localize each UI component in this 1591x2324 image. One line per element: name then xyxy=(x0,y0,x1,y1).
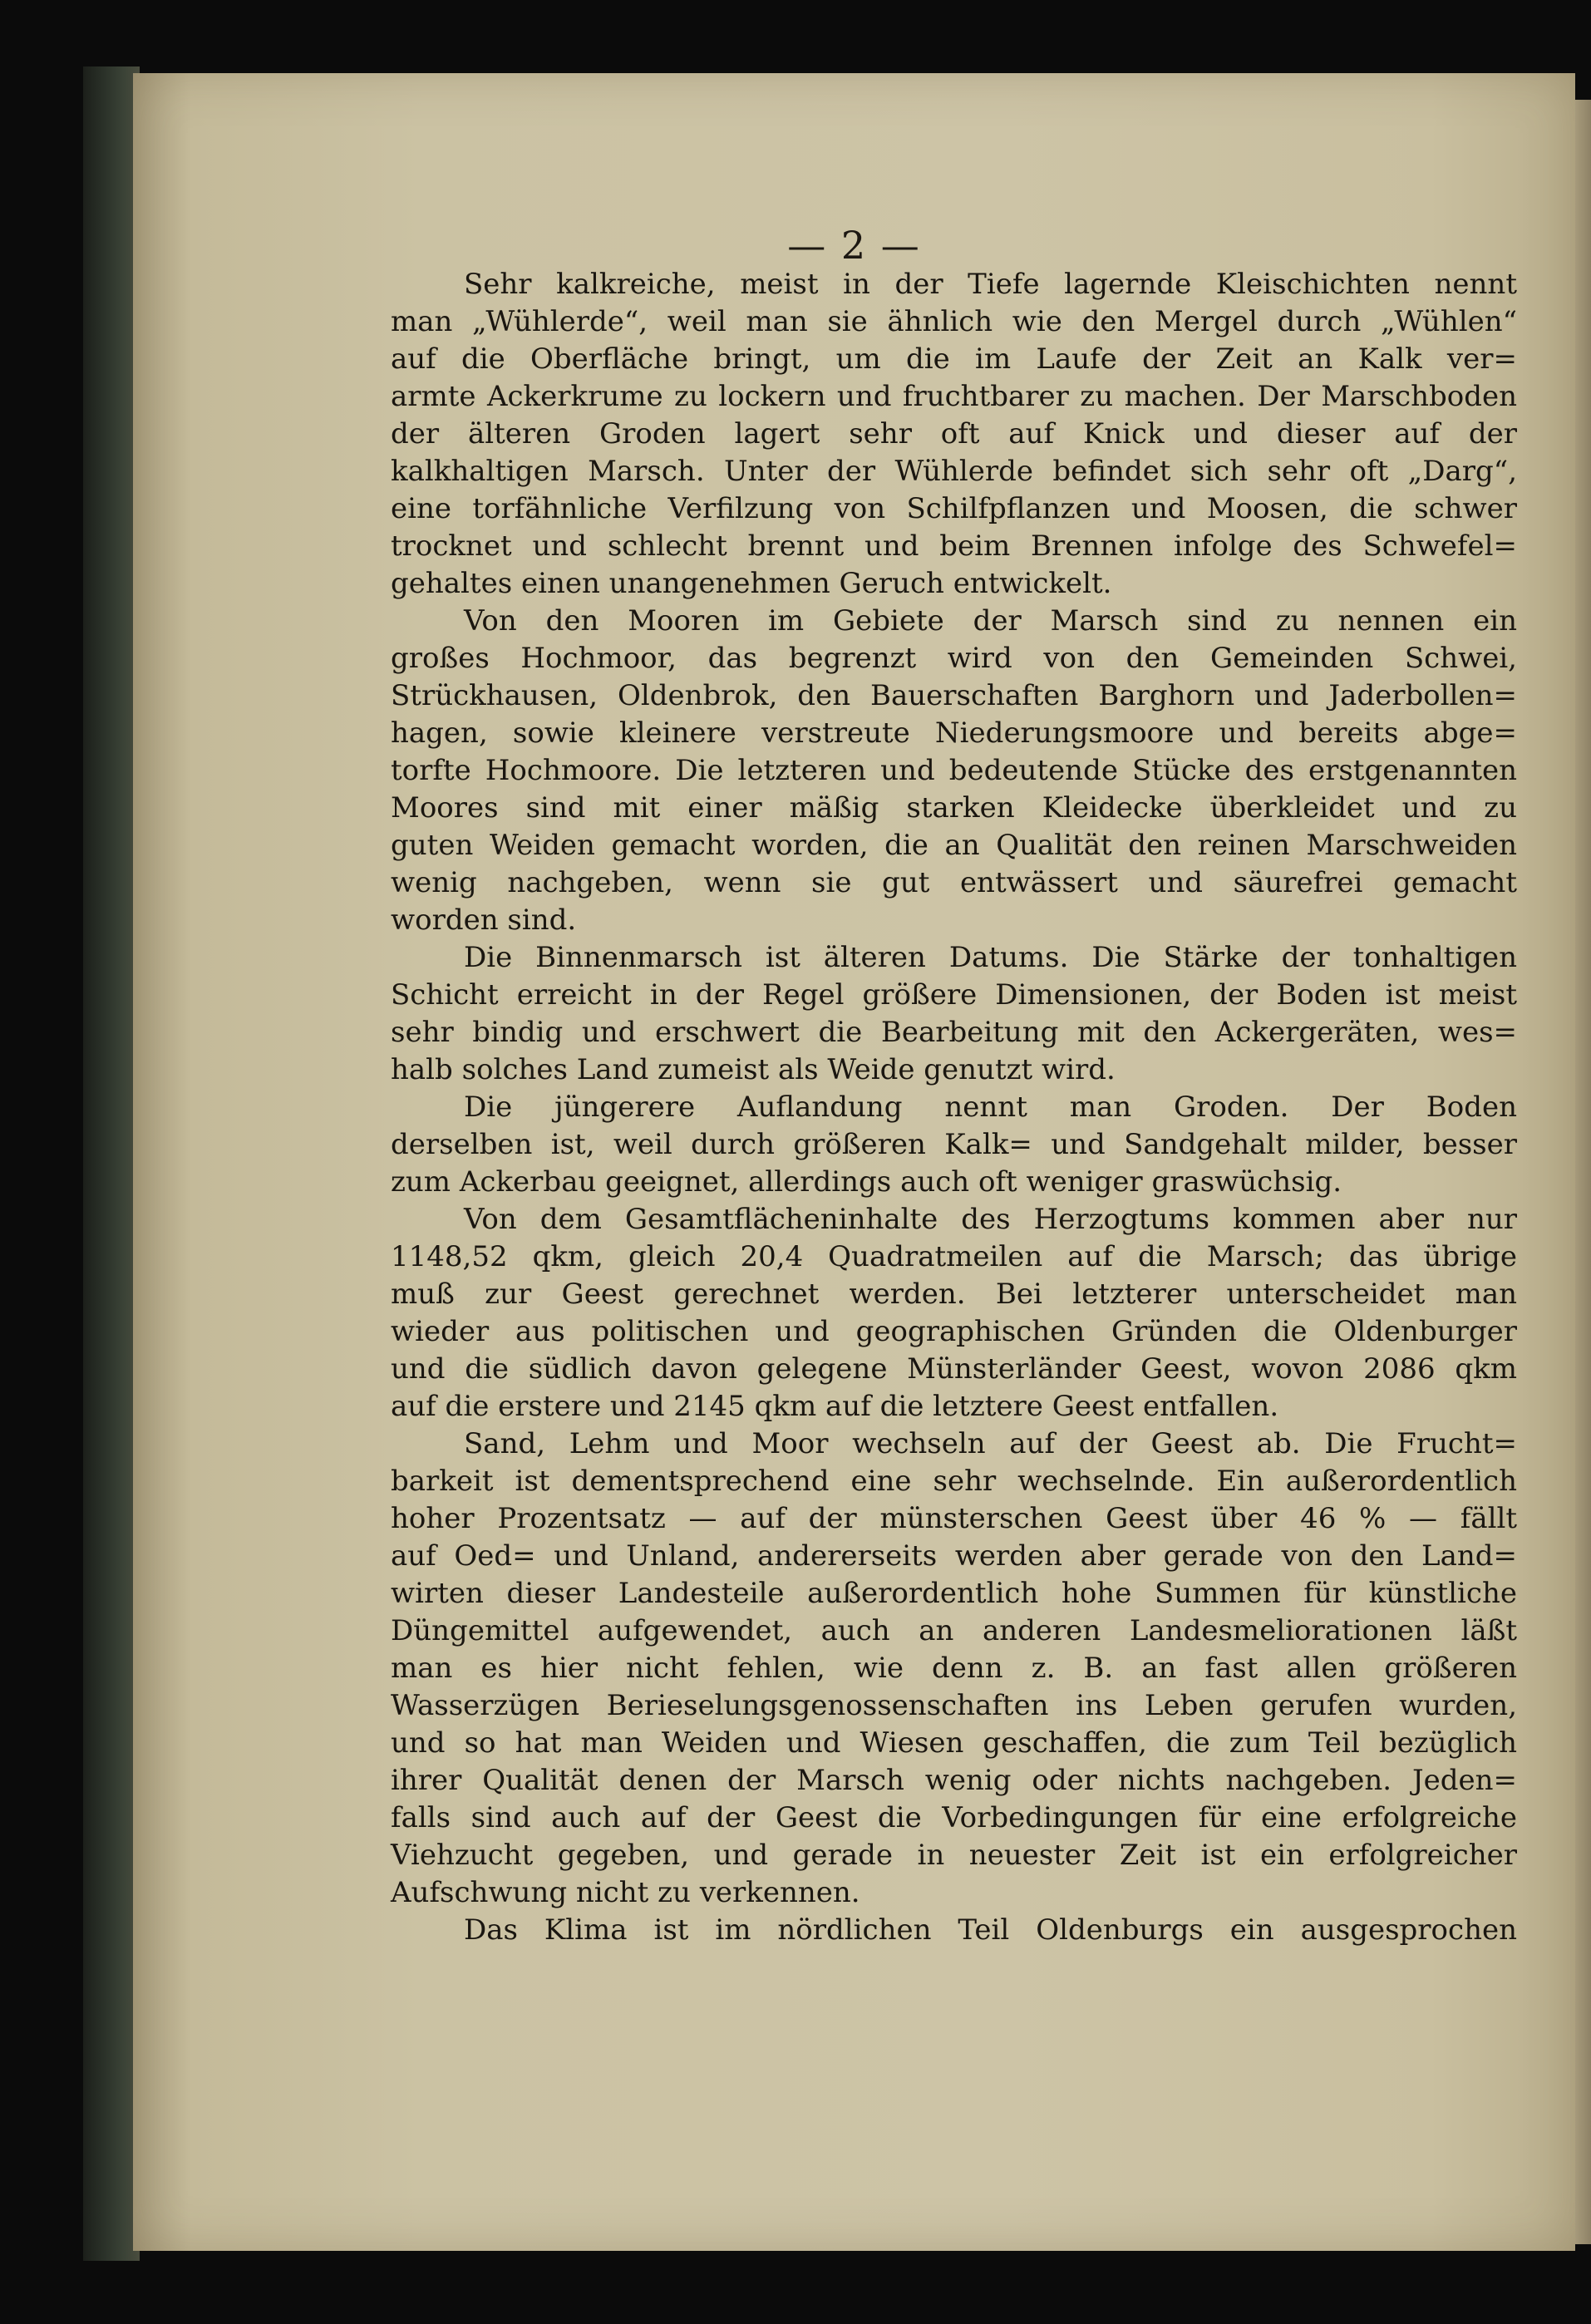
text-line: Die Binnenmarsch ist älteren Datums. Die Stärke der tonhaltigen xyxy=(464,941,1517,974)
text-line: Strückhausen, Oldenbrok, den Bauerschaften Barghorn und Jaderbollen= xyxy=(391,679,1517,712)
text-line: auf Oed= und Unland, andererseits werden aber gerade von den Land= xyxy=(391,1539,1517,1573)
text-line: Von dem Gesamtflächeninhalte des Herzogtums kommen aber nur xyxy=(464,1203,1517,1236)
text-line: man „Wühlerde“, weil man sie ähnlich wie den Mergel durch „Wühlen“ xyxy=(391,305,1517,338)
text-line: wirten dieser Landesteile außerordentlich hohe Summen für künstliche xyxy=(391,1577,1517,1610)
text-line: derselben ist, weil durch größeren Kalk= und Sandgehalt milder, besser xyxy=(391,1128,1517,1161)
text-line: Viehzucht gegeben, und gerade in neuester Zeit ist ein erfolgreicher xyxy=(391,1839,1517,1872)
text-line: barkeit ist dementsprechend eine sehr wechselnde. Ein außerordentlich xyxy=(391,1465,1517,1498)
page-number: — 2 — xyxy=(787,223,921,268)
text-line: falls sind auch auf der Geest die Vorbedingungen für eine erfolgreiche xyxy=(391,1801,1517,1834)
book-spine xyxy=(83,66,140,2261)
text-line: halb solches Land zumeist als Weide genutzt wird. xyxy=(391,1053,1116,1086)
text-line: sehr bindig und erschwert die Bearbeitung mit den Ackergeräten, wes= xyxy=(391,1016,1517,1049)
text-line: Das Klima ist im nördlichen Teil Oldenburgs ein ausgesprochen xyxy=(464,1913,1517,1947)
text-line: Die jüngerere Auflandung nennt man Groden. Der Boden xyxy=(464,1091,1517,1124)
text-line: torfte Hochmoore. Die letzteren und bedeutende Stücke des erstgenannten xyxy=(391,754,1517,787)
text-line: armte Ackerkrume zu lockern und fruchtbarer zu machen. Der Marschboden xyxy=(391,380,1517,413)
text-line: kalkhaltigen Marsch. Unter der Wühlerde befindet sich sehr oft „Darg“, xyxy=(391,455,1517,488)
text-line: zum Ackerbau geeignet, allerdings auch oft weniger graswüchsig. xyxy=(391,1165,1342,1199)
text-line: guten Weiden gemacht worden, die an Qualität den reinen Marschweiden xyxy=(391,829,1517,862)
text-line: hagen, sowie kleinere verstreute Niederungsmoore und bereits abge= xyxy=(391,716,1517,750)
text-line: gehaltes einen unangenehmen Geruch entwickelt. xyxy=(391,567,1112,600)
text-line: eine torfähnliche Verfilzung von Schilfpflanzen und Moosen, die schwer xyxy=(391,492,1517,525)
text-line: und die südlich davon gelegene Münsterländer Geest, wovon 2086 qkm xyxy=(391,1352,1517,1386)
text-line: Wasserzügen Berieselungsgenossenschaften ins Leben gerufen wurden, xyxy=(391,1689,1517,1722)
text-line: Düngemittel aufgewendet, auch an anderen Landesmeliorationen läßt xyxy=(391,1614,1517,1647)
text-line: der älteren Groden lagert sehr oft auf Knick und dieser auf der xyxy=(391,417,1517,451)
text-line: worden sind. xyxy=(391,904,577,937)
text-line: Von den Mooren im Gebiete der Marsch sind zu nennen ein xyxy=(464,604,1517,638)
text-line: hoher Prozentsatz — auf der münsterschen Geest über 46 % — fällt xyxy=(391,1502,1517,1535)
text-line: 1148,52 qkm, gleich 20,4 Quadratmeilen auf die Marsch; das übrige xyxy=(391,1240,1517,1273)
text-line: Sand, Lehm und Moor wechseln auf der Geest ab. Die Frucht= xyxy=(464,1427,1517,1460)
text-line: wenig nachgeben, wenn sie gut entwässert und säurefrei gemacht xyxy=(391,866,1517,899)
text-line: ihrer Qualität denen der Marsch wenig oder nichts nachgeben. Jeden= xyxy=(391,1764,1517,1797)
text-line: auf die Oberfläche bringt, um die im Laufe der Zeit an Kalk ver= xyxy=(391,342,1517,376)
text-line: Schicht erreicht in der Regel größere Dimensionen, der Boden ist meist xyxy=(391,978,1517,1012)
text-line: muß zur Geest gerechnet werden. Bei letzterer unterscheidet man xyxy=(391,1278,1517,1311)
text-line: Moores sind mit einer mäßig starken Kleidecke überkleidet und zu xyxy=(391,791,1517,825)
text-line: Sehr kalkreiche, meist in der Tiefe lagernde Kleischichten nennt xyxy=(464,268,1517,301)
body-text xyxy=(391,266,1517,1949)
text-line: wieder aus politischen und geographischen Gründen die Oldenburger xyxy=(391,1315,1517,1348)
book-page xyxy=(133,73,1575,2251)
text-line: auf die erstere und 2145 qkm auf die letztere Geest entfallen. xyxy=(391,1390,1279,1423)
text-line: trocknet und schlecht brennt und beim Brennen infolge des Schwefel= xyxy=(391,529,1517,563)
text-line: und so hat man Weiden und Wiesen geschaffen, die zum Teil bezüglich xyxy=(391,1726,1517,1760)
text-line: Aufschwung nicht zu verkennen. xyxy=(391,1876,860,1909)
text-line: großes Hochmoor, das begrenzt wird von den Gemeinden Schwei, xyxy=(391,642,1517,675)
text-line: man es hier nicht fehlen, wie denn z. B. an fast allen größeren xyxy=(391,1652,1517,1685)
